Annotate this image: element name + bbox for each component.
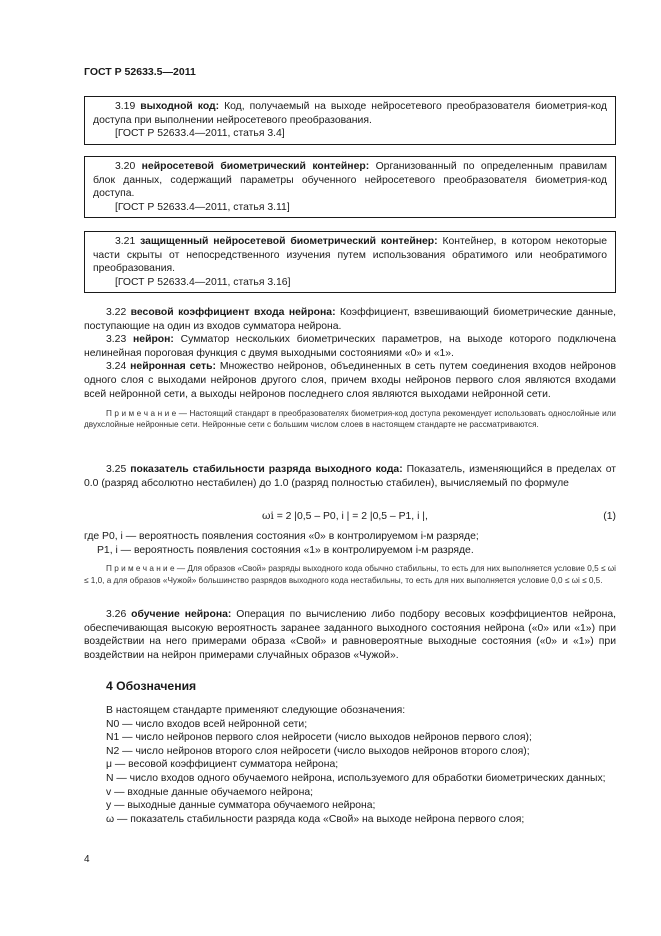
definition-box-3-21 [84,231,616,293]
definition-3-23: 3.23 нейрон: Сумматор нескольких биометрических параметров, на выходе которого подключена нелинейная пороговая функция с двумя выходными состояниями «0» и «1». [84,334,617,359]
symbol-item: N2 — число нейронов второго слоя нейросети (число выходов нейронов второго слоя); [106,745,530,757]
definition-box-3-20 [84,156,616,218]
definition-3-22: 3.22 весовой коэффициент входа нейрона: Коэффициент, взвешивающий биометрические данные, поступающие на один из входов сумматора нейрона. [84,307,617,332]
symbol-item: v — входные данные обучаемого нейрона; [106,786,313,798]
definition-text: 3.21 защищенный нейросетевой биометрический контейнер: Контейнер, в котором некоторые части скрыты от непосредственного изучения путем использования обратимого или необратимого преобразования. [93,236,608,275]
definition-box-3-19 [84,96,616,145]
term: нейрон: [133,334,174,346]
formula-number: (1) [603,511,616,523]
symbol-item: ω — показатель стабильности разряда кода «Свой» на выходе нейрона первого слоя; [106,813,525,825]
definition-text: 3.19 выходной код: Код, получаемый на выходе нейросетевого преобразователя биометрия-код доступа при выполнении нейросетевого преобразования. [93,101,607,126]
term: нейросетевой биометрический контейнер: [141,161,370,172]
section-title: 4 Обозначения [106,679,197,693]
symbol-item: N — число входов одного обучаемого нейрона, используемого для обработки биометрических данных; [106,772,606,784]
reference: [ГОСТ Р 52633.4—2011, статья 3.4] [115,128,285,140]
symbol-item: N1 — число нейронов первого слоя нейросети (число выходов нейронов первого слоя); [106,732,532,744]
definitions-block [84,306,616,431]
definition-3-24: 3.24 нейронная сеть: Множество нейронов, объединенных в сеть путем соединения входов нейронов одного слоя с выходами нейронов другого слоя, причем входы нейронов первого слоя являются входами всей нейронной сети, а выходы нейронов последнего слоя являются выходами нейронной сети. [84,361,617,400]
reference: [ГОСТ Р 52633.4—2011, статья 3.16] [115,276,291,288]
reference: [ГОСТ Р 52633.4—2011, статья 3.11] [115,201,290,213]
term: весовой коэффициент входа нейрона: [130,307,336,318]
definition-3-25-block [84,463,616,586]
symbol-item: y — выходные данные сумматора обучаемого нейрона; [106,800,376,812]
term: выходной код: [140,101,220,112]
page-header: ГОСТ Р 52633.5—2011 [84,66,196,78]
definition-3-26: 3.26 обучение нейрона: Операция по вычислению либо подбору весовых коэффициентов нейрона, обеспечивающая высокую вероятность заранее заданного выходного состояния нейрона («0» или «1») при воздействии на него примерами образа «Свой» и равновероятные выходные состояния («0» и «1») при воздействии на нейрон примерами случайных образов «Чужой». [84,609,616,661]
definition-3-26-block [84,608,616,662]
symbol-item: N0 — число входов всей нейронной сети; [106,718,308,730]
formula-1 [84,510,616,526]
symbols-block [84,704,616,826]
term: показатель стабильности разряда выходного кода: [130,464,403,475]
note-2: П р и м е ч а н и е — Для образов «Свой» разряды выходного кода обычно стабильны, то есть для них выполняется условие 0,5 ≤ ωi ≤ 1,0, а для образов «Чужой» большинство разрядов выходного кода нестабильны, то есть для них выполняется условие 0,0 ≤ ωi ≤ 0,5. [84,564,616,585]
where-clause-2: P1, i — вероятность появления состояния «1» в контролируемом i-м разряде. [97,544,474,556]
symbols-intro: В настоящем стандарте применяют следующие обозначения: [106,705,406,716]
page-number: 4 [84,854,90,865]
term: нейронная сеть: [130,361,216,373]
definition-text: 3.20 нейросетевой биометрический контейнер: Организованный по определенным правилам блок данных, содержащий параметры обученного нейросетевого преобразователя биометрия-код доступа. [93,161,607,200]
term: обучение нейрона: [131,609,232,620]
where-clause-1: где P0, i — вероятность появления состояния «0» в контролируемом i-м разряде; [84,531,479,543]
note-1: П р и м е ч а н и е — Настоящий стандарт в преобразователях биометрия-код доступа рекомендует использовать однослойные или двухслойные нейронные сети. Нейронные сети с большим числом слоев в настоящем стандарте не рассматриваются. [84,409,616,430]
formula-expression: ωi = 2 |0,5 – P0, i | = 2 |0,5 – P1, i |, [262,510,428,523]
definition-3-25: 3.25 показатель стабильности разряда выходного кода: Показатель, изменяющийся в пределах от 0.0 (разряд абсолютно нестабилен) до 1.0 (разряд полностью стабилен), вычисляемый по формуле [84,464,617,489]
symbol-item: μ — весовой коэффициент сумматора нейрона; [106,759,339,771]
term: защищенный нейросетевой биометрический контейнер: [140,236,438,247]
